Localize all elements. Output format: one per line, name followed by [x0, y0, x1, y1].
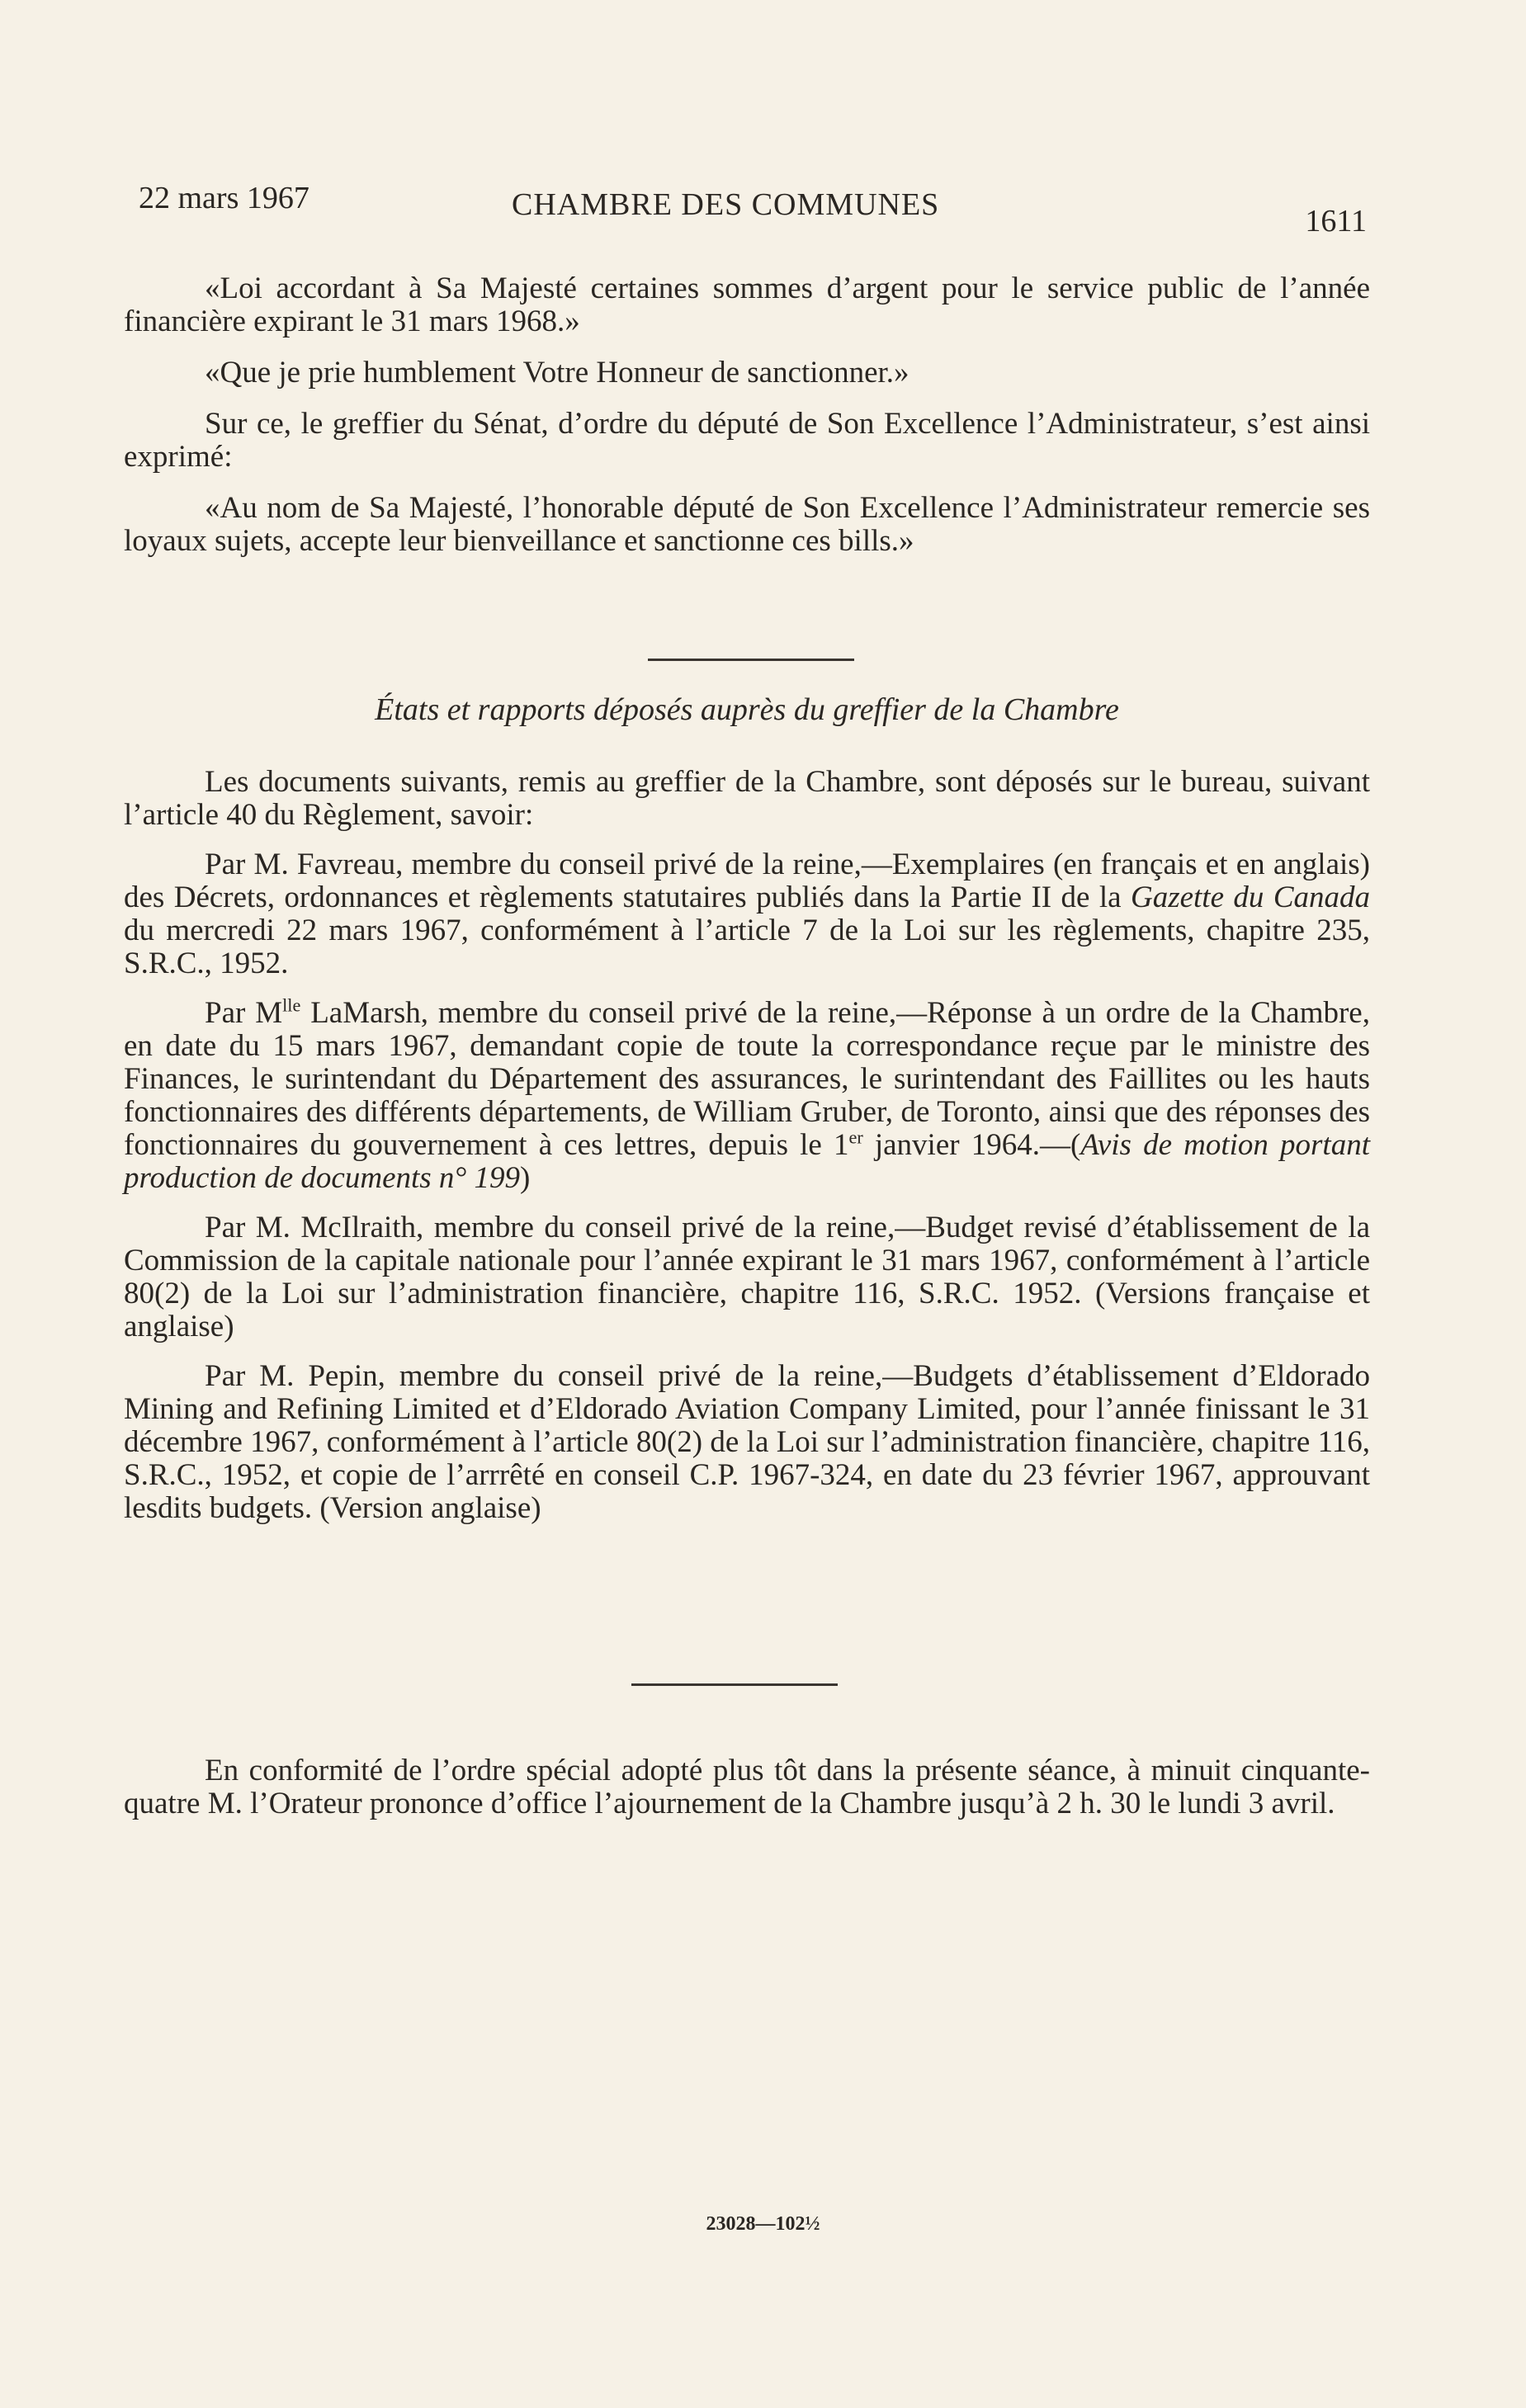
favreau-text-b: du mercredi 22 mars 1967, conformément à l’article 7 de la Loi sur les règlements, chapitre 235, S.R.C., 1952. [124, 914, 1370, 980]
lamarsh-text-c: janvier 1964.—( [862, 1128, 1081, 1162]
section-title: États et rapports déposés auprès du greffier de la Chambre [375, 692, 1119, 727]
intro-paragraph: Les documents suivants, remis au greffier de la Chambre, sont déposés sur le bureau, suivant l’article 40 du Règlement, savoir: [124, 765, 1370, 832]
adjournment-block [124, 1754, 1370, 1820]
motion-notice: Avis de motion portant production de documents n° 199 [124, 1128, 1370, 1195]
gazette-title: Gazette du Canada [1130, 881, 1371, 914]
separator-rule [648, 659, 854, 661]
lamarsh-paragraph [124, 994, 1370, 1195]
royal-assent-block [124, 272, 1370, 558]
clerk-statement-paragraph: Sur ce, le greffier du Sénat, d’ordre du député de Son Excellence l’Administrateur, s’est ainsi exprimé: [124, 407, 1370, 474]
favreau-paragraph [124, 848, 1370, 980]
page-header [139, 180, 1367, 238]
lamarsh-superscript: lle [282, 994, 301, 1016]
lamarsh-text-d: ) [519, 1161, 531, 1195]
adjournment-paragraph: En conformité de l’ordre spécial adopté plus tôt dans la présente séance, à minuit cinquante-quatre M. l’Orateur prononce d’office l’ajournement de la Chambre jusqu’à 2 h. 30 le lundi 3 avril. [124, 1754, 1370, 1820]
assent-granted-paragraph: «Au nom de Sa Majesté, l’honorable député de Son Excellence l’Administrateur remercie ses loyaux sujets, accepte leur bienveillance et sanctionne ces bills.» [124, 491, 1370, 558]
lamarsh-text-b: LaMarsh, membre du conseil privé de la reine,—Réponse à un ordre de la Chambre, en date du 15 mars 1967, demandant copie de toute la correspondance reçue par le ministre des Finances, le surintendant du Département des assurances, le surintendant des Faillites ou les hauts fonctionnaires des différents départements, de William Gruber, de Toronto, ainsi que des réponses des fonctionnaires du gouvernement à ces lettres, depuis le 1 [124, 996, 1370, 1162]
header-title: CHAMBRE DES COMMUNES [512, 187, 940, 222]
ordinal-superscript: er [848, 1126, 863, 1148]
separator-rule-2 [631, 1683, 838, 1686]
bill-title-paragraph: «Loi accordant à Sa Majesté certaines sommes d’argent pour le service public de l’année financière expirant le 31 mars 1968.» [124, 271, 1370, 338]
mcilraith-paragraph: Par M. McIlraith, membre du conseil privé de la reine,—Budget revisé d’établissement de la Commission de la capitale nationale pour l’année expirant le 31 mars 1967, conformément à l’article 80(2) de la Loi sur l’administration financière, chapitre 116, S.R.C. 1952. (Versions française et anglaise) [124, 1211, 1370, 1343]
lamarsh-text-a: Par M [205, 996, 283, 1030]
printer-code: 23028—102½ [706, 2213, 820, 2235]
pepin-paragraph: Par M. Pepin, membre du conseil privé de la reine,—Budgets d’établissement d’Eldorado Mining and Refining Limited et d’Eldorado Aviation Company Limited, pour l’année finissant le 31 décembre 1967, conformément à l’article 80(2) de la Loi sur l’administration financière, chapitre 116, S.R.C., 1952, et copie de l’arrrêté en conseil C.P. 1967-324, en date du 23 février 1967, approuvant lesdits budgets. (Version anglaise) [124, 1359, 1370, 1525]
header-date: 22 mars 1967 [139, 181, 309, 215]
assent-request-paragraph: «Que je prie humblement Votre Honneur de sanctionner.» [205, 356, 909, 390]
tabled-documents-block [124, 766, 1370, 1525]
page-number: 1611 [1305, 204, 1367, 238]
favreau-text-a: Par M. Favreau, membre du conseil privé de la reine,—Exemplaires (en français et en anglais) des Décrets, ordonnances et règlements statutaires publiés dans la Partie II de la [124, 848, 1370, 914]
